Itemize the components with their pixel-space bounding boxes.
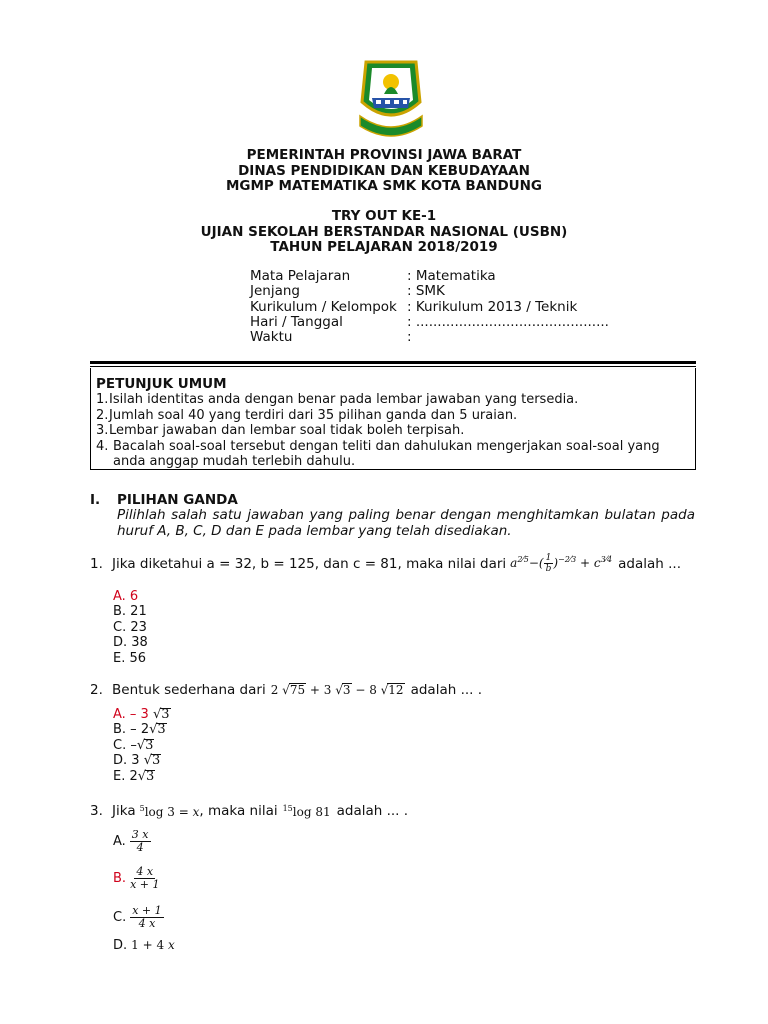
info-key: Kurikulum / Kelompok: [250, 298, 397, 315]
info-row: [250, 284, 609, 299]
section-heading: [90, 492, 238, 508]
info-key: Hari / Tanggal: [250, 313, 343, 330]
instructions-list: [96, 392, 692, 470]
question-1-formula: $a^{2⁄5}-$( $\frac{1}{b}$ )$^{-2⁄3} + c^{3⁄4}$: [510, 553, 613, 574]
info-row: [250, 330, 609, 345]
exam-line-1: TRY OUT KE-1: [331, 208, 437, 224]
question-number: 3.: [90, 803, 103, 819]
option-c: [113, 905, 164, 930]
info-value: : Matematika: [407, 268, 496, 284]
info-row: [250, 269, 609, 284]
option-label: D. 3: [113, 753, 140, 769]
question-2: [90, 682, 482, 698]
list-item: [96, 423, 692, 439]
info-row: [250, 300, 609, 315]
list-item: [96, 392, 692, 408]
option-c: C. 23: [113, 619, 147, 635]
option-d: D. 3 √3: [113, 753, 161, 769]
log-expression-1: $^5$log 3 = x: [139, 803, 200, 819]
info-value: : .............................................: [407, 313, 609, 330]
header-line-1: PEMERINTAH PROVINSI JAWA BARAT: [246, 147, 522, 163]
item-number: 4.: [96, 438, 109, 454]
section-number: I.: [90, 492, 101, 508]
option-e: E. 2√3: [113, 768, 155, 784]
exam-line-3: TAHUN PELAJARAN 2018/2019: [270, 239, 498, 255]
question-mid-text: , maka nilai: [199, 803, 278, 819]
info-key: Mata Pelajaran: [250, 268, 351, 284]
item-text: Bacalah soal-soal tersebut dengan teliti dan dahulukan mengerjakan soal-soal yang anda anggap mudah terlebih dahulu.: [113, 438, 660, 469]
question-suffix: adalah ... .: [410, 682, 483, 698]
option-label: D.: [113, 938, 128, 953]
question-1-options: [113, 589, 148, 666]
fraction: $\frac{3 x}{4}$: [131, 828, 149, 854]
option-d: D. 1 + 4 x: [113, 938, 175, 953]
info-value: : SMK: [407, 283, 445, 300]
option-e: E. 56: [113, 650, 147, 666]
question-3: [90, 803, 408, 819]
header-line-2: DINAS PENDIDIKAN DAN KEBUDAYAAN: [238, 162, 530, 179]
option-label: C. –: [113, 737, 137, 753]
option-label: B. – 2: [113, 722, 150, 738]
option-b: B. – 2√3: [113, 722, 166, 738]
item-text: Lembar jawaban dan lembar soal tidak boleh terpisah.: [109, 423, 465, 438]
option-d: D. 38: [113, 635, 148, 651]
list-item: [96, 439, 692, 470]
question-2-formula: 2 √75 + 3 √3 − 8 √12: [270, 683, 404, 697]
question-number: 1.: [90, 555, 103, 572]
question-text: Bentuk sederhana dari: [112, 682, 266, 698]
option-label: A. – 3: [113, 707, 149, 722]
exam-title-block: [0, 209, 768, 256]
header-line-3: MGMP MATEMATIKA SMK KOTA BANDUNG: [225, 178, 543, 194]
question-1: [90, 553, 681, 574]
log-expression-2: $^{15}$log 81: [282, 803, 331, 819]
option-label: E. 2: [113, 768, 138, 784]
exam-info-table: [250, 269, 609, 345]
option-a: [113, 829, 151, 854]
list-item: [96, 408, 692, 424]
exam-line-2: UJIAN SEKOLAH BERSTANDAR NASIONAL (USBN): [200, 223, 568, 240]
fraction: $\frac{4 x}{x + 1}$: [130, 865, 160, 891]
option-c: C. –√3: [113, 737, 154, 753]
option-label: A.: [113, 833, 126, 849]
fraction: $\frac{x + 1}{4 x}$: [132, 904, 162, 930]
option-label: B.: [113, 870, 127, 886]
item-text: Isilah identitas anda dengan benar pada lembar jawaban yang tersedia.: [109, 392, 579, 407]
info-value: :: [407, 329, 412, 346]
option-label: C.: [113, 909, 127, 925]
question-number: 2.: [90, 682, 103, 698]
item-text: Jumlah soal 40 yang terdiri dari 35 pilihan ganda dan 5 uraian.: [109, 407, 518, 423]
item-number: 3.: [96, 423, 109, 438]
section-description: Pilihlah salah satu jawaban yang paling benar dengan menghitamkan bulatan pada huruf A, B, C, D dan E pada lembar yang telah disediakan.: [117, 507, 695, 539]
instructions-title: PETUNJUK UMUM: [96, 376, 227, 392]
header-title-block: [0, 148, 768, 195]
question-2-options: [113, 707, 171, 784]
item-number: 1.: [96, 392, 109, 407]
header-divider-thin: [90, 366, 696, 367]
info-value: : Kurikulum 2013 / Teknik: [407, 298, 578, 315]
option-a-correct: A. 6: [113, 589, 139, 604]
question-suffix: adalah ...: [618, 555, 681, 572]
info-key: Jenjang: [250, 283, 300, 300]
item-number: 2.: [96, 407, 109, 423]
info-key: Waktu: [250, 329, 293, 346]
info-row: [250, 315, 609, 330]
west-java-emblem-logo: [358, 58, 424, 138]
question-suffix: adalah ... .: [336, 803, 409, 819]
option-b-correct: [113, 866, 159, 891]
header-divider-thick: [90, 361, 696, 364]
option-b: B. 21: [113, 604, 147, 620]
section-title: PILIHAN GANDA: [117, 492, 238, 508]
question-text: Jika: [112, 803, 136, 819]
option-a-correct: A. – 3 √3: [113, 707, 170, 722]
question-text: Jika diketahui a = 32, b = 125, dan c = 81, maka nilai dari: [112, 555, 507, 572]
